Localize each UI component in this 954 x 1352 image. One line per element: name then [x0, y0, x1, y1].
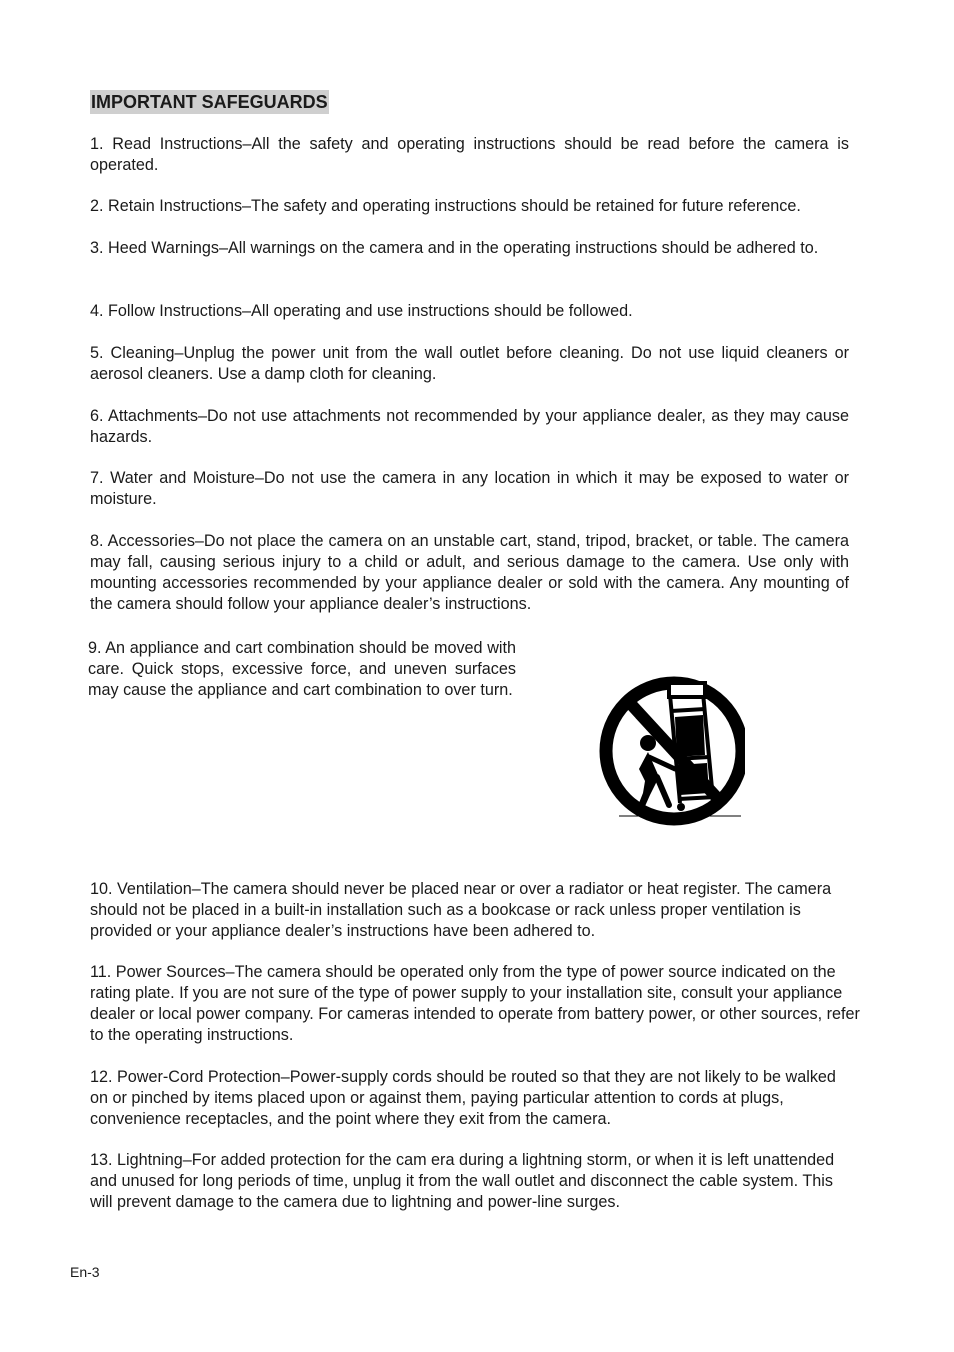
safeguard-4: 4. Follow Instructions–All operating and use instructions should be followed. [90, 302, 633, 320]
safeguard-13: 13. Lightning–For added protection for the cam era during a lightning storm, or when it is left unattended and unused for long periods of time, unplug it from the wall outlet and disconnect the cable system. This will prevent damage to the camera due to lightning and power-line surges. [90, 1151, 835, 1211]
page-number: En-3 [70, 1264, 100, 1280]
safeguard-12: 12. Power-Cord Protection–Power-supply cords should be routed so that they are not likely to be walked on or pinched by items placed upon or against them, paying particular attention to cords at plugs, convenience receptacles, and the point where they exit from the camera. [90, 1068, 836, 1128]
safeguard-6: 6. Attachments–Do not use attachments not recommended by your appliance dealer, as they may cause hazards. [90, 407, 849, 446]
safeguard-7: 7. Water and Moisture–Do not use the camera in any location in which it may be exposed to water or moisture. [90, 469, 849, 508]
safeguard-8: 8. Accessories–Do not place the camera on an unstable cart, stand, tripod, bracket, or table. The camera may fall, causing serious injury to a child or adult, and serious damage to the camera. Use only with mounting accessories recommended by your appliance dealer or sold with the camera. Any mounting of the camera should follow your appliance dealer’s instructions. [90, 532, 849, 613]
page-title: IMPORTANT SAFEGUARDS [91, 92, 328, 112]
safeguard-11: 11. Power Sources–The camera should be operated only from the type of power source indicated on the rating plate. If you are not sure of the type of power supply to your installation site, consult your appliance dealer or local power company. For cameras intended to operate from battery power, or other sources, refer to the operating instructions. [90, 963, 860, 1044]
safeguard-3: 3. Heed Warnings–All warnings on the camera and in the operating instructions should be adhered to. [90, 239, 819, 257]
cart-tip-over-warning-icon [595, 673, 745, 831]
safeguard-2: 2. Retain Instructions–The safety and operating instructions should be retained for future reference. [90, 197, 801, 215]
safeguard-9: 9. An appliance and cart combination should be moved with care. Quick stops, excessive force, and uneven surfaces may cause the appliance and cart combination to over turn. [88, 639, 516, 699]
safeguard-1: 1. Read Instructions–All the safety and operating instructions should be read before the camera is operated. [90, 135, 849, 174]
safeguard-5: 5. Cleaning–Unplug the power unit from the wall outlet before cleaning. Do not use liquid cleaners or aerosol cleaners. Use a damp cloth for cleaning. [90, 344, 849, 383]
safeguard-10: 10. Ventilation–The camera should never be placed near or over a radiator or heat register. The camera should not be placed in a built-in installation such as a bookcase or rack unless proper ventilation is provided or your appliance dealer’s instructions have been adhered to. [90, 880, 832, 940]
